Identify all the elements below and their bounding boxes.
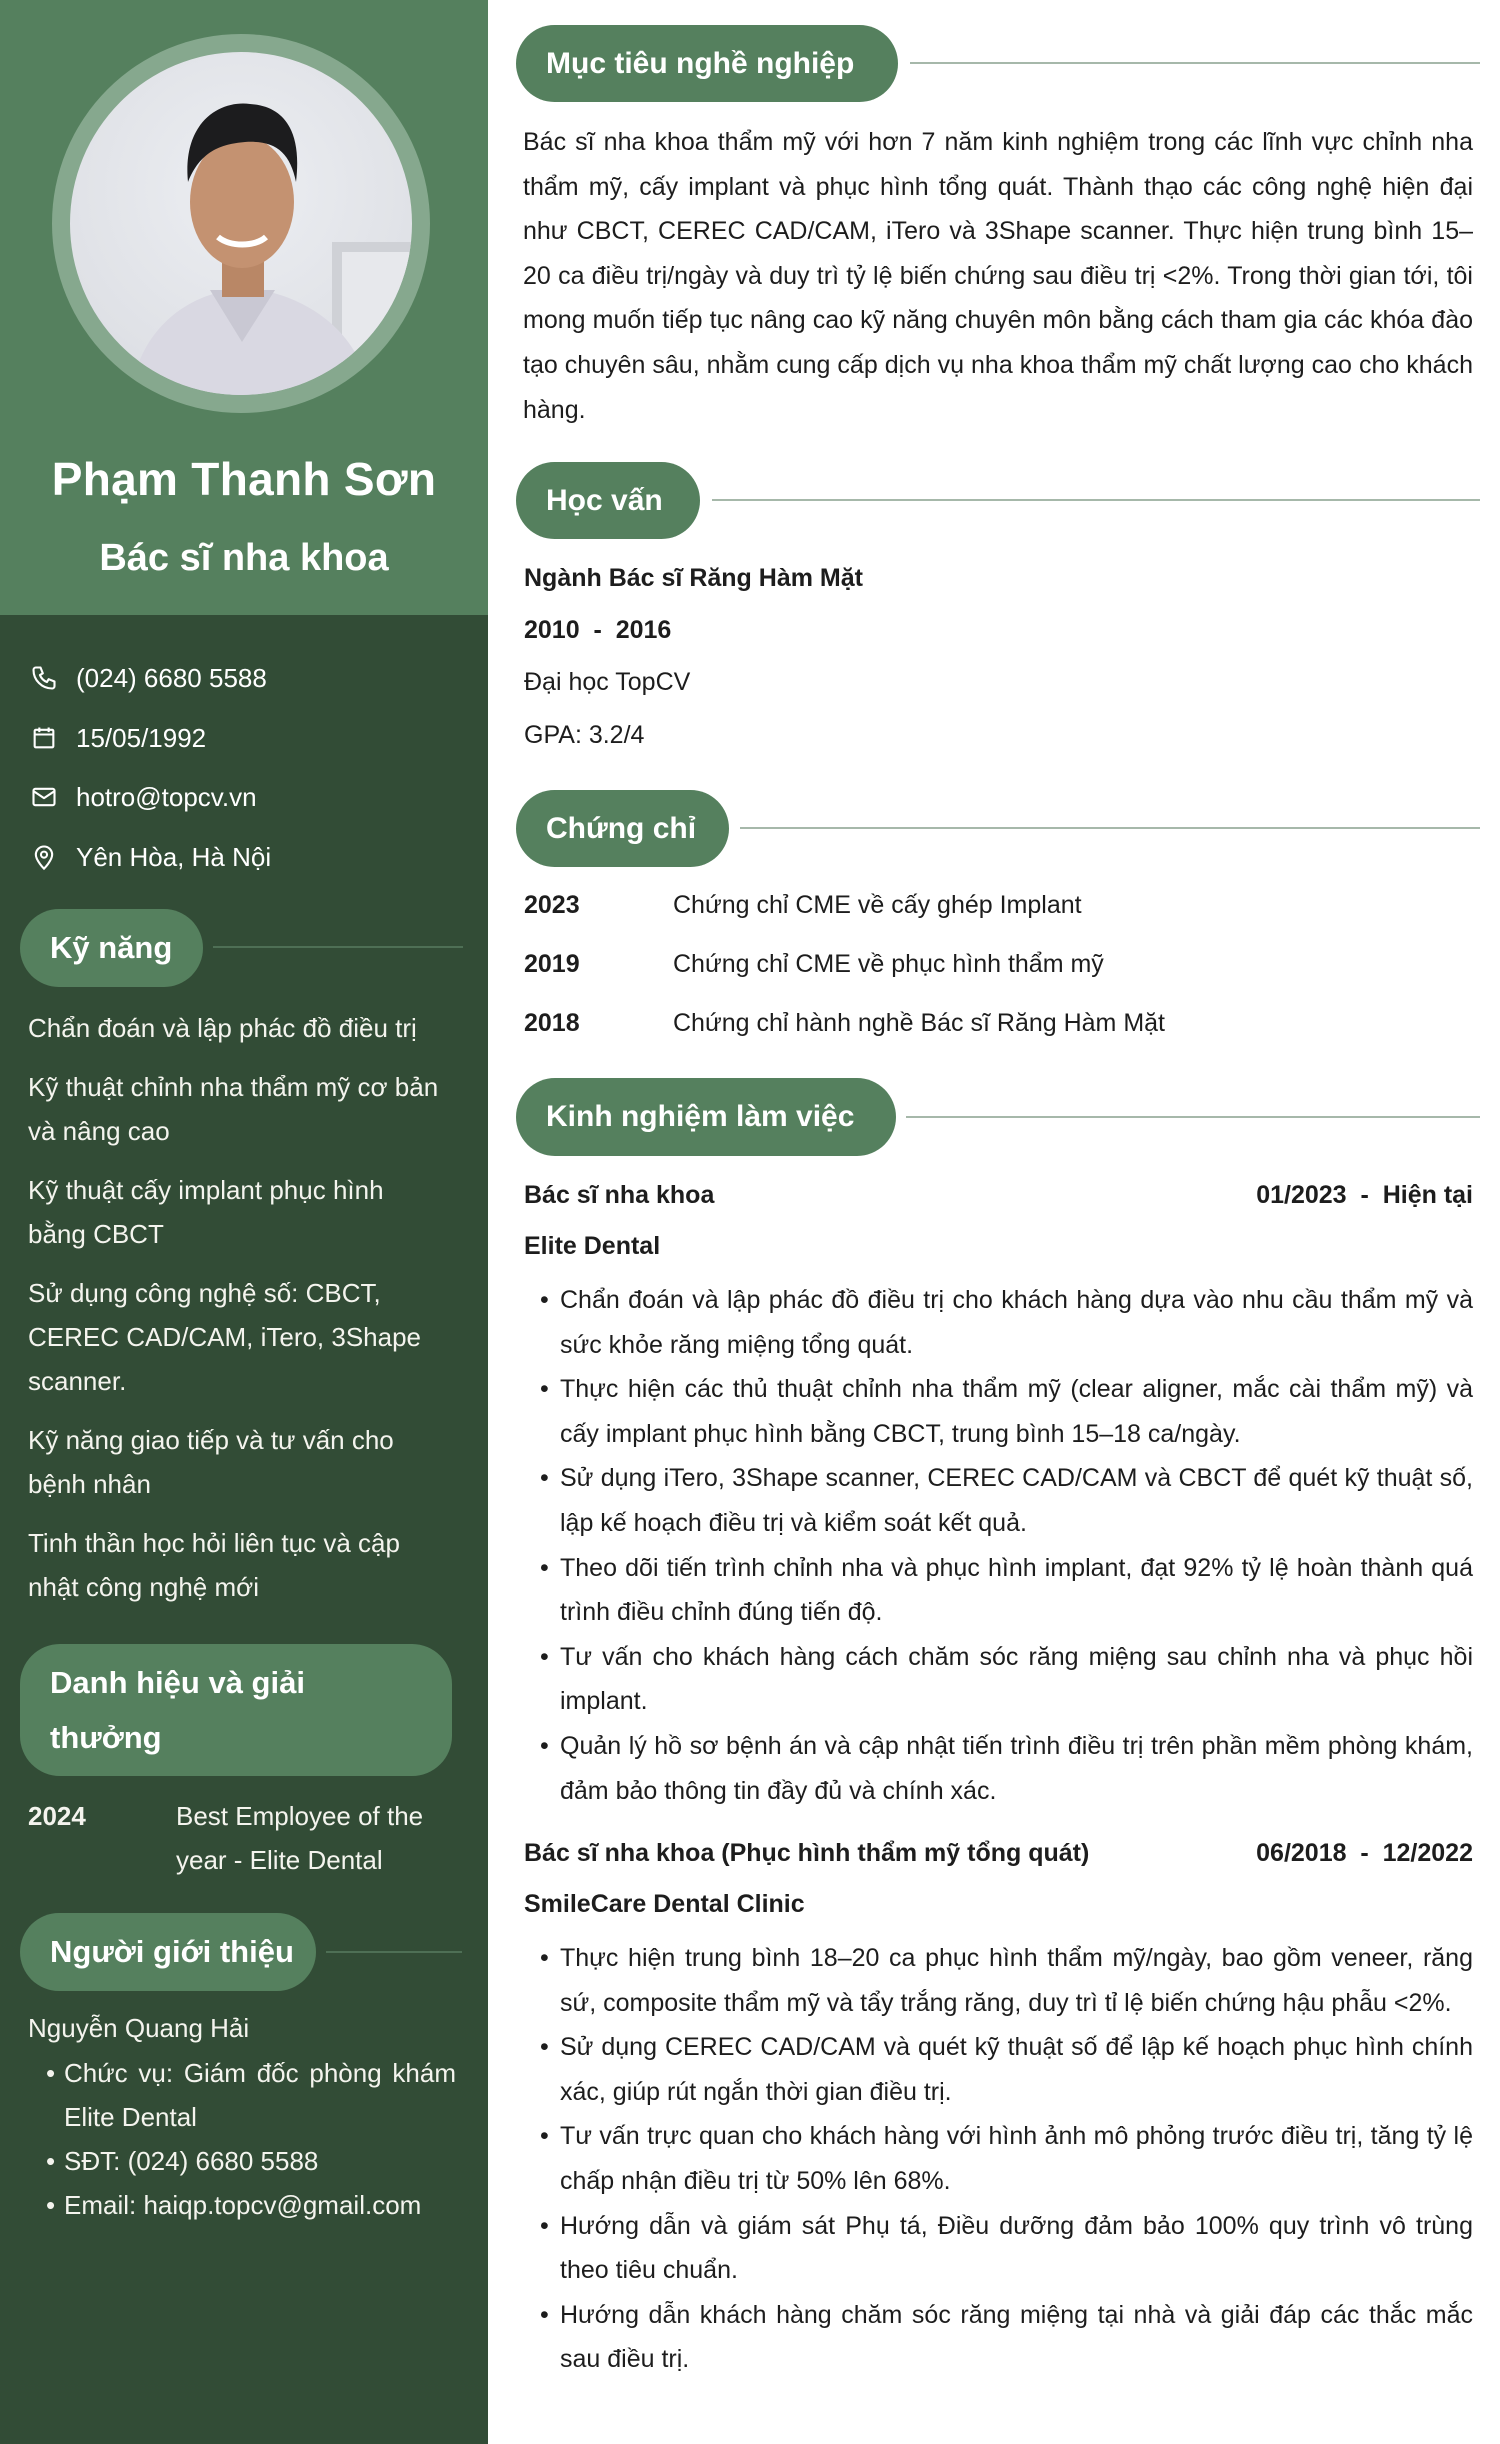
birthday-text: 15/05/1992: [76, 722, 207, 753]
section-heading-awards: [20, 1644, 452, 1776]
contact-email: [28, 777, 257, 817]
certificate-year: 2018: [524, 1009, 580, 1037]
job-company: Elite Dental: [524, 1232, 661, 1260]
divider: [213, 946, 463, 948]
job-bullet: • Hướng dẫn và giám sát Phụ tá, Điều dưỡng đảm bảo 100% quy trình vô trùng theo tiêu chuẩn.: [540, 2204, 1473, 2293]
person-photo-icon: [70, 52, 412, 395]
job-period: 01/2023 - Hiện tại: [1256, 1181, 1473, 1209]
objective-heading-text: Mục tiêu nghề nghiệp: [546, 46, 855, 80]
phone-icon: [28, 662, 60, 694]
award-title: Best Employee of the year - Elite Dental: [176, 1801, 424, 1875]
job-bullet: • Thực hiện các thủ thuật chỉnh nha thẩm mỹ (clear aligner, mắc cài thẩm mỹ) và cấy implant phục hình bằng CBCT, trung bình 15–18 ca/ngày.: [540, 1367, 1473, 1456]
job-bullet: • Chẩn đoán và lập phác đồ điều trị cho khách hàng dựa vào nhu cầu thẩm mỹ và sức khỏe răng miệng tổng quát.: [540, 1278, 1473, 1367]
reference-details: [46, 2051, 456, 2227]
profile-header: [0, 0, 488, 615]
avatar: [70, 52, 412, 395]
job-bullets: [540, 1936, 1473, 2382]
sidebar: [0, 0, 488, 2444]
reference-name: Nguyễn Quang Hải: [28, 2013, 250, 2043]
phone-text: (024) 6680 5588: [76, 662, 267, 693]
section-heading-education: [516, 462, 700, 539]
reference-detail: • Email: haiqp.topcv@gmail.com: [46, 2190, 422, 2220]
certificate-name: Chứng chỉ CME về cấy ghép Implant: [673, 891, 1082, 919]
education-heading-text: Học vấn: [546, 483, 663, 517]
full-name: Phạm Thanh Sơn: [51, 453, 437, 505]
avatar-ring: [52, 34, 430, 413]
divider: [712, 499, 1480, 501]
reference-detail: • Chức vụ: Giám đốc phòng khám Elite Dental: [46, 2058, 456, 2132]
divider: [740, 827, 1480, 829]
skill-item: Sử dụng công nghệ số: CBCT, CEREC CAD/CAM, iTero, 3Shape scanner.: [28, 1278, 422, 1396]
certificate-row: [524, 950, 1464, 979]
experience-heading-text: Kinh nghiệm làm việc: [546, 1100, 855, 1133]
education-gpa: GPA: 3.2/4: [524, 721, 645, 749]
contact-birthday: [28, 718, 206, 758]
job-position: Bác sĩ nha khoa (Phục hình thẩm mỹ tổng quát): [524, 1839, 1090, 1867]
certificate-year: 2023: [524, 891, 580, 919]
section-heading-certificates: [516, 790, 729, 867]
skill-item: Tinh thần học hỏi liên tục và cập nhật công nghệ mới: [28, 1528, 400, 1602]
certificate-row: [524, 891, 1464, 920]
contact-phone: [28, 658, 267, 698]
skill-item: Chẩn đoán và lập phác đồ điều trị: [28, 1013, 417, 1043]
section-heading-skills: [20, 909, 203, 987]
reference-detail: • SĐT: (024) 6680 5588: [46, 2146, 319, 2176]
education-period: 2010 - 2016: [524, 616, 672, 644]
divider: [326, 1951, 462, 1953]
certificate-row: [524, 1009, 1464, 1038]
skill-item: Kỹ năng giao tiếp và tư vấn cho bệnh nhân: [28, 1425, 394, 1499]
job-bullet: • Hướng dẫn khách hàng chăm sóc răng miệng tại nhà và giải đáp các thắc mắc sau điều trị.: [540, 2293, 1473, 2382]
skills-list: [28, 1006, 458, 1609]
location-pin-icon: [28, 841, 60, 873]
job-bullets: [540, 1278, 1473, 1813]
awards-heading-text: Danh hiệu và giải thưởng: [50, 1665, 305, 1755]
section-heading-objective: [516, 25, 898, 102]
award-year: 2024: [28, 1801, 86, 1831]
certificates-heading-text: Chứng chỉ: [546, 811, 697, 845]
job-period: 06/2018 - 12/2022: [1256, 1839, 1473, 1867]
job-bullet: • Sử dụng CEREC CAD/CAM và quét kỹ thuật số để lập kế hoạch phục hình chính xác, giúp rút ngắn thời gian điều trị.: [540, 2025, 1473, 2114]
job-bullet: • Thực hiện trung bình 18–20 ca phục hình thẩm mỹ/ngày, bao gồm veneer, răng sứ, composite thẩm mỹ và tẩy trắng răng, duy trì tỉ lệ biến chứng hậu phẫu <2%.: [540, 1936, 1473, 2025]
skill-item: Kỹ thuật chỉnh nha thẩm mỹ cơ bản và nâng cao: [28, 1072, 439, 1146]
certificate-name: Chứng chỉ hành nghề Bác sĩ Răng Hàm Mặt: [673, 1009, 1166, 1037]
education-major: Ngành Bác sĩ Răng Hàm Mặt: [524, 564, 863, 592]
job-position: Bác sĩ nha khoa: [524, 1181, 715, 1209]
education-school: Đại học TopCV: [524, 668, 691, 696]
section-heading-experience: [516, 1078, 896, 1156]
calendar-icon: [28, 722, 60, 754]
job-company: SmileCare Dental Clinic: [524, 1890, 805, 1918]
job-bullet: • Tư vấn trực quan cho khách hàng với hình ảnh mô phỏng trước điều trị, tăng tỷ lệ chấp nhận điều trị từ 50% lên 68%.: [540, 2114, 1473, 2203]
skills-heading-text: Kỹ năng: [50, 930, 173, 965]
certificate-year: 2019: [524, 950, 580, 978]
certificate-name: Chứng chỉ CME về phục hình thẩm mỹ: [673, 950, 1104, 978]
job-bullet: • Tư vấn cho khách hàng cách chăm sóc răng miệng sau chỉnh nha và phục hồi implant.: [540, 1635, 1473, 1724]
objective-text: Bác sĩ nha khoa thẩm mỹ với hơn 7 năm kinh nghiệm trong các lĩnh vực chỉnh nha thẩm mỹ, cấy implant và phục hình tổng quát. Thành thạo các công nghệ hiện đại như CBCT, CEREC CAD/CAM, iTero và 3Shape scanner. Thực hiện trung bình 15–20 ca điều trị/ngày và duy trì tỷ lệ biến chứng sau điều trị <2%. Trong thời gian tới, tôi mong muốn tiếp tục nâng cao kỹ năng chuyên môn bằng cách tham gia các khóa đào tạo chuyên sâu, nhằm cung cấp dịch vụ nha khoa thẩm mỹ chất lượng cao cho khách hàng.: [523, 128, 1473, 424]
skill-item: Kỹ thuật cấy implant phục hình bằng CBCT: [28, 1175, 384, 1249]
divider: [910, 62, 1480, 64]
email-text: hotro@topcv.vn: [76, 781, 257, 812]
job-bullet: • Theo dõi tiến trình chỉnh nha và phục hình implant, đạt 92% tỷ lệ hoàn thành quá trình điều chỉnh đúng tiến độ.: [540, 1546, 1473, 1635]
job-title: Bác sĩ nha khoa: [99, 537, 389, 579]
job-bullet: • Quản lý hồ sơ bệnh án và cập nhật tiến trình điều trị trên phần mềm phòng khám, đảm bảo thông tin đầy đủ và chính xác.: [540, 1724, 1473, 1813]
address-text: Yên Hòa, Hà Nội: [76, 841, 272, 872]
references-heading-text: Người giới thiệu: [50, 1934, 294, 1969]
divider: [906, 1116, 1480, 1118]
job-bullet: • Sử dụng iTero, 3Shape scanner, CEREC CAD/CAM và CBCT để quét kỹ thuật số, lập kế hoạch điều trị và kiểm soát kết quả.: [540, 1456, 1473, 1545]
mail-icon: [28, 781, 60, 813]
contact-address: [28, 837, 271, 877]
section-heading-references: [20, 1913, 316, 1991]
